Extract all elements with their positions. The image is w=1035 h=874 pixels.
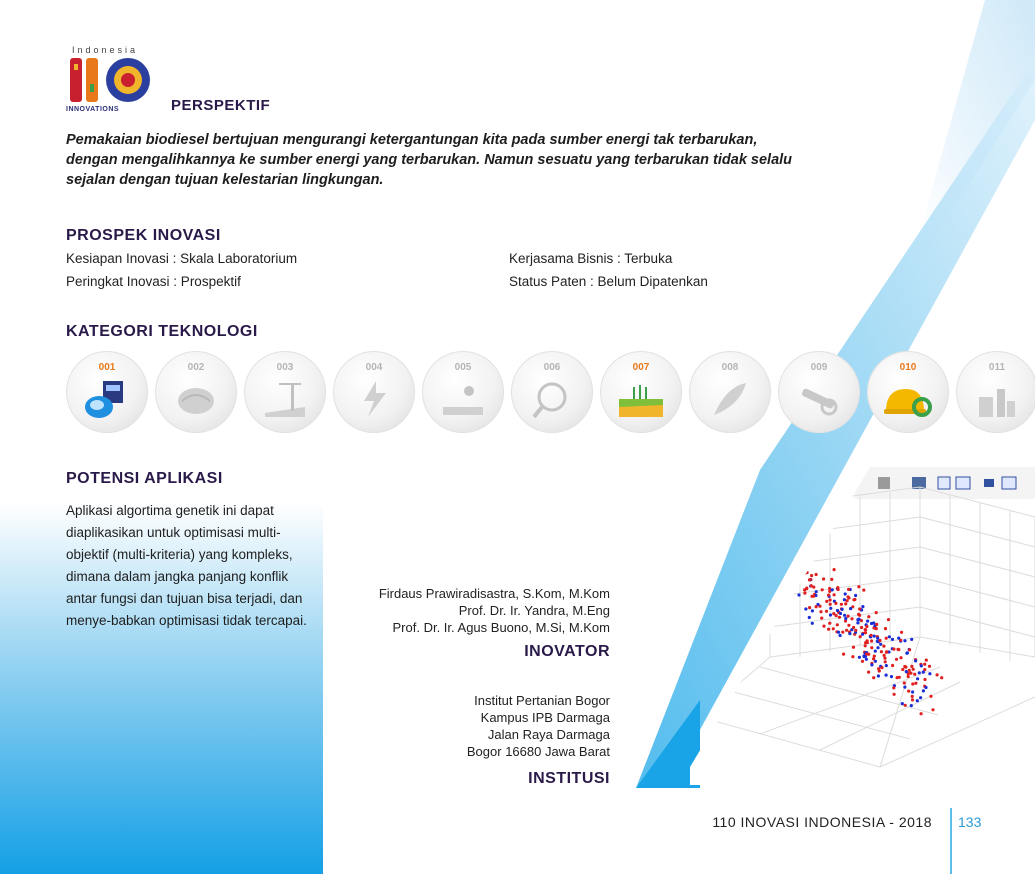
kerjasama-bisnis: Kerjasama Bisnis : Terbuka	[509, 251, 673, 266]
scatter-point	[808, 616, 811, 619]
scatter-point	[925, 659, 928, 662]
category-004	[333, 351, 415, 433]
scatter-point	[923, 663, 926, 666]
scatter-point	[897, 637, 900, 640]
scatter-point	[808, 578, 811, 581]
scatter-point	[857, 585, 860, 588]
perspektif-text: Pemakaian biodiesel bertujuan mengurangi ketergantungan kita pada sumber energi tak terbarukan, dengan mengalihkannya ke sumber energi yang terbarukan. Namun sesuatu yang terbarukan tidak selalu sejalan dengan tujuan kelestarian lingkungan.	[66, 132, 793, 188]
scatter-point	[800, 563, 803, 566]
scatter-point	[920, 712, 923, 715]
category-006	[511, 351, 593, 433]
potensi-title: POTENSI APLIKASI	[66, 470, 223, 487]
scatter-point	[838, 616, 841, 619]
scatter-point	[885, 637, 888, 640]
scatter-point	[825, 610, 828, 613]
scatter-point	[908, 669, 911, 672]
scatter-point	[845, 629, 848, 632]
scatter-point	[810, 584, 813, 587]
scatter-point	[865, 658, 868, 661]
scatter-point	[892, 648, 895, 651]
scatter-point	[861, 660, 864, 663]
scatter-point	[839, 612, 842, 615]
scatter-point	[890, 675, 893, 678]
scatter-point	[820, 617, 823, 620]
category-number: 005	[454, 362, 472, 373]
scatter-point	[911, 698, 914, 701]
scatter-point	[811, 622, 814, 625]
kategori-title: KATEGORI TEKNOLOGI	[66, 323, 258, 340]
scatter-point	[928, 665, 931, 668]
scatter-point	[885, 664, 888, 667]
scatter-point	[841, 631, 844, 634]
scatter-point	[905, 670, 908, 673]
scatter-point	[865, 625, 868, 628]
scatter-point	[903, 639, 906, 642]
scatter-point	[872, 676, 875, 679]
scatter-point	[875, 623, 878, 626]
scatter-point	[864, 644, 867, 647]
scatter-point	[858, 656, 861, 659]
scatter-point	[830, 578, 833, 581]
category-002	[155, 351, 237, 433]
scatter-point	[888, 635, 891, 638]
scatter-point	[806, 571, 809, 574]
scatter-point	[852, 626, 855, 629]
scatter-point	[928, 672, 931, 675]
inovator-names	[350, 585, 610, 636]
scatter-point	[856, 618, 859, 621]
scatter-point	[850, 617, 853, 620]
scatter-point	[858, 607, 861, 610]
scatter-point	[903, 686, 906, 689]
scatter-point	[822, 577, 825, 580]
scatter-point	[870, 634, 873, 637]
institusi-address	[350, 692, 610, 760]
scatter-point	[822, 625, 825, 628]
scatter-point	[825, 600, 828, 603]
scatter-point	[840, 603, 843, 606]
scatter-point	[866, 620, 869, 623]
scatter-point	[910, 704, 913, 707]
category-001	[66, 351, 148, 433]
scatter-point	[920, 664, 923, 667]
scatter-point	[864, 631, 867, 634]
logo-sub-text: INNOVATIONS	[66, 106, 120, 113]
footer-divider	[950, 808, 952, 874]
scatter-point	[852, 598, 855, 601]
scatter-point	[880, 666, 883, 669]
scatter-point	[837, 631, 840, 634]
scatter-point	[897, 648, 900, 651]
category-number: 002	[187, 362, 205, 373]
scatter-point	[914, 659, 917, 662]
scatter-point	[884, 627, 887, 630]
category-number: 009	[810, 362, 828, 373]
scatter-point	[884, 660, 887, 663]
scatter-point	[900, 631, 903, 634]
scatter-point	[829, 607, 832, 610]
scatter-point	[844, 617, 847, 620]
scatter-point	[841, 608, 844, 611]
scatter-point	[892, 686, 895, 689]
scatter-point	[899, 656, 902, 659]
institusi-title: INSTITUSI	[528, 770, 610, 787]
institusi-line: Bogor 16680 Jawa Barat	[466, 744, 610, 759]
scatter-point	[878, 639, 881, 642]
scatter-point	[901, 668, 904, 671]
scatter-point	[923, 678, 926, 681]
category-number: 001	[98, 362, 116, 373]
category-007	[600, 351, 682, 433]
potensi-text: Aplikasi algortima genetik ini dapat diaplikasikan untuk optimisasi multi-objektif (multi-kriteria) yang kompleks, dimana dalam jangka panjang konflik antar fungsi dan tujuan bisa terjadi, dan menye-babkan optimisasi tidak tercapai.	[66, 503, 307, 628]
scatter-point	[862, 654, 865, 657]
scatter-point	[912, 668, 915, 671]
page-number: 133	[958, 814, 982, 830]
agriculture-land-icon	[617, 377, 665, 421]
scatter-point	[854, 594, 857, 597]
scatter-point	[808, 606, 811, 609]
satellite-computer-icon	[83, 377, 131, 421]
scatter-point	[891, 664, 894, 667]
industry-icon	[973, 377, 1021, 421]
brush-icon	[878, 477, 890, 489]
scatter-point	[864, 628, 867, 631]
scatter-point	[924, 686, 927, 689]
scatter-point	[878, 669, 881, 672]
scatter-point	[874, 650, 877, 653]
window-icon	[984, 479, 994, 487]
scatter-point	[803, 592, 806, 595]
scatter-point	[918, 671, 921, 674]
scatter-point	[873, 655, 876, 658]
scatter-point	[834, 602, 837, 605]
scatter-point	[844, 602, 847, 605]
scatter-point	[862, 589, 865, 592]
scatter-point	[901, 702, 904, 705]
scatter-point	[854, 629, 857, 632]
scatter-point	[922, 671, 925, 674]
scatter-point	[867, 671, 870, 674]
inovator-name: Firdaus Prawiradisastra, S.Kom, M.Kom	[378, 586, 610, 601]
scatter-point	[908, 648, 911, 651]
panel-icon	[938, 477, 950, 489]
scatter-point	[913, 673, 916, 676]
category-011	[956, 351, 1035, 433]
inovator-name: Prof. Dr. Ir. Agus Buono, M.Si, M.Kom	[392, 620, 610, 635]
scatter-point	[883, 654, 886, 657]
category-008	[689, 351, 771, 433]
legend-icon	[956, 477, 970, 489]
scatter-point	[827, 594, 830, 597]
scatter-point	[860, 626, 863, 629]
category-number: 008	[721, 362, 739, 373]
scatter-point	[891, 638, 894, 641]
scatter-point	[879, 643, 882, 646]
scatter-point	[804, 607, 807, 610]
scatter-point	[831, 588, 834, 591]
scatter-point	[847, 615, 850, 618]
scatter-point	[875, 627, 878, 630]
scatter-point	[815, 605, 818, 608]
scatter-point	[885, 650, 888, 653]
institusi-line: Institut Pertanian Bogor	[474, 693, 610, 708]
construction-icon	[261, 377, 309, 421]
scatter-point	[916, 699, 919, 702]
scatter-point	[847, 624, 850, 627]
category-number: 007	[632, 362, 650, 373]
logo-110-icon	[68, 54, 154, 104]
lightning-icon	[350, 377, 398, 421]
peringkat-inovasi: Peringkat Inovasi : Prospektif	[66, 274, 241, 289]
category-number: 006	[543, 362, 561, 373]
scatter-point	[914, 682, 917, 685]
scatter-point	[877, 674, 880, 677]
scatter-point	[821, 588, 824, 591]
scatter-point	[858, 614, 861, 617]
scatter-point	[893, 693, 896, 696]
scatter-point	[911, 695, 914, 698]
scatter-point	[919, 696, 922, 699]
scatter-point	[904, 704, 907, 707]
category-005	[422, 351, 504, 433]
scatter-point	[870, 646, 873, 649]
inovator-title: INOVATOR	[524, 643, 610, 660]
scatter-point	[829, 613, 832, 616]
scatter-point	[802, 573, 805, 576]
scatter-point	[876, 637, 879, 640]
prospek-title: PROSPEK INOVASI	[66, 227, 221, 244]
scatter-point	[865, 653, 868, 656]
layout-icon	[1002, 477, 1016, 489]
scatter-point	[883, 657, 886, 660]
scatter-point	[846, 599, 849, 602]
scatter-point	[903, 665, 906, 668]
scatter-point	[819, 610, 822, 613]
scatter-point	[852, 646, 855, 649]
scatter-point	[916, 677, 919, 680]
category-010	[867, 351, 949, 433]
institusi-line: Jalan Raya Darmaga	[487, 727, 610, 742]
scatter-point	[885, 674, 888, 677]
scatter-point	[847, 588, 850, 591]
scatter-point	[866, 639, 869, 642]
logo-top-text: Indonesia	[72, 45, 139, 55]
scatter-point	[843, 614, 846, 617]
scatter-point	[861, 633, 864, 636]
scatter-point	[836, 586, 839, 589]
scatter-point	[907, 675, 910, 678]
scatter-point	[848, 632, 851, 635]
scatter-point	[797, 593, 800, 596]
scatter-point	[887, 618, 890, 621]
scatter-point	[815, 573, 818, 576]
scatter-point	[836, 623, 839, 626]
scatter-point	[895, 658, 898, 661]
scatter-plot-screenshot	[620, 467, 1035, 785]
scatter-point	[851, 655, 854, 658]
scatter-point	[867, 615, 870, 618]
scatter-point	[803, 568, 806, 571]
scatter-point	[828, 622, 831, 625]
scatter-point	[812, 595, 815, 598]
scatter-point	[804, 565, 807, 568]
scatter-point	[811, 609, 814, 612]
scatter-point	[827, 628, 830, 631]
scatter-point	[856, 621, 859, 624]
scatter-point	[829, 598, 832, 601]
scatter-point	[907, 690, 910, 693]
scatter-point	[931, 708, 934, 711]
scatter-point	[872, 621, 875, 624]
scatter-point	[829, 603, 832, 606]
scatter-point	[929, 695, 932, 698]
status-paten: Status Paten : Belum Dipatenkan	[509, 274, 708, 289]
scatter-point	[882, 645, 885, 648]
magnifier-globe-icon	[528, 377, 576, 421]
category-number: 010	[899, 362, 917, 373]
scatter-point	[874, 660, 877, 663]
scatter-point	[836, 609, 839, 612]
institusi-line: Kampus IPB Darmaga	[480, 710, 610, 725]
category-003	[244, 351, 326, 433]
scatter-point	[911, 690, 914, 693]
scatter-point	[805, 587, 808, 590]
scatter-point	[847, 595, 850, 598]
category-number: 003	[276, 362, 294, 373]
scatter-point	[833, 568, 836, 571]
scatter-point	[844, 592, 847, 595]
tools-icon	[795, 377, 843, 421]
scatter-point	[870, 639, 873, 642]
scatter-point	[940, 676, 943, 679]
scatter-point	[936, 673, 939, 676]
scatter-point	[903, 681, 906, 684]
scatter-point	[833, 593, 836, 596]
scatter-point	[870, 663, 873, 666]
category-number: 004	[365, 362, 383, 373]
landscape-icon	[439, 377, 487, 421]
scatter-point	[842, 653, 845, 656]
scatter-point	[859, 635, 862, 638]
scatter-point	[849, 607, 852, 610]
scatter-point	[922, 689, 925, 692]
scatter-point	[839, 634, 842, 637]
scatter-point	[910, 665, 913, 668]
scatter-point	[875, 611, 878, 614]
scatter-point	[815, 590, 818, 593]
scatter-point	[911, 682, 914, 685]
scatter-point	[905, 652, 908, 655]
category-009	[778, 351, 860, 433]
footer-text: 110 INOVASI INDONESIA - 2018	[712, 814, 932, 830]
leaves-icon	[706, 377, 754, 421]
perspektif-title: PERSPEKTIF	[171, 97, 271, 114]
scatter-point	[861, 605, 864, 608]
scatter-point	[909, 672, 912, 675]
scatter-point	[876, 646, 879, 649]
scatter-point	[896, 676, 899, 679]
category-number: 011	[988, 362, 1006, 373]
scatter-point	[910, 638, 913, 641]
scatter-point	[873, 635, 876, 638]
scatter-point	[810, 574, 813, 577]
scatter-point	[880, 650, 883, 653]
helmet-recycle-icon	[884, 377, 932, 421]
brain-icon	[172, 377, 220, 421]
kesiapan-inovasi: Kesiapan Inovasi : Skala Laboratorium	[66, 251, 298, 266]
scatter-point	[832, 612, 835, 615]
scatter-point	[832, 627, 835, 630]
inovator-name: Prof. Dr. Ir. Yandra, M.Eng	[458, 603, 610, 618]
